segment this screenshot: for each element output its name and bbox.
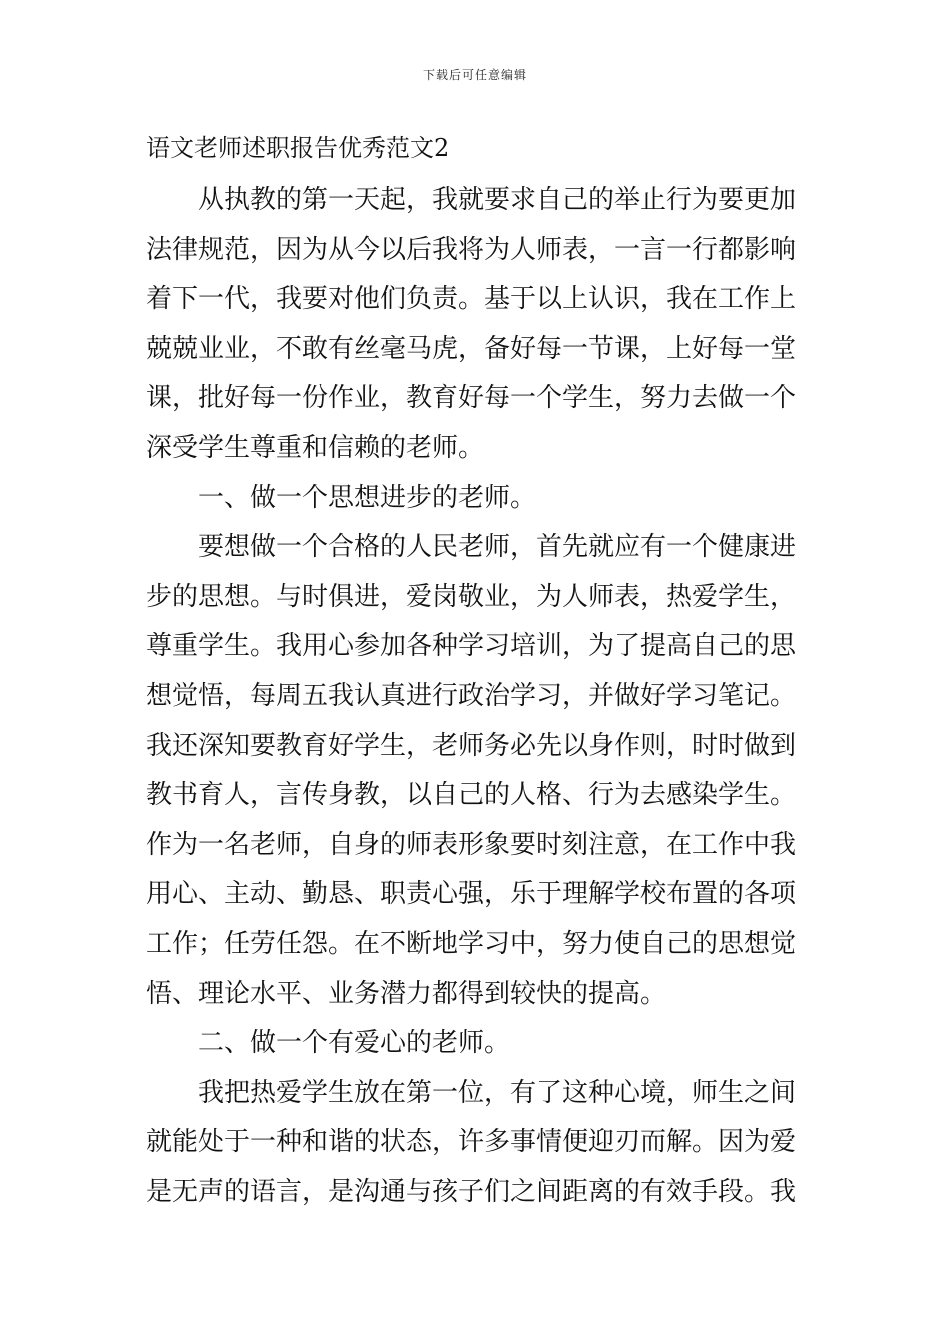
- text-line: 教书育人，言传身教，以自己的人格、行为去感染学生。: [146, 780, 797, 811]
- text-line: 兢兢业业，不敢有丝毫马虎，备好每一节课，上好每一堂: [146, 333, 797, 364]
- text-line: 是无声的语言，是沟通与孩子们之间距离的有效手段。我: [146, 1176, 797, 1207]
- document-title: 语文老师述职报告优秀范文2: [146, 134, 450, 162]
- text-line: 我还深知要教育好学生，老师务必先以身作则，时时做到: [146, 730, 797, 761]
- text-line: 用心、主动、勤恳、职责心强，乐于理解学校布置的各项: [146, 879, 797, 910]
- text-line: 作为一名老师，自身的师表形象要时刻注意，在工作中我: [146, 829, 797, 860]
- text-line: 我把热爱学生放在第一位，有了这种心境，师生之间: [198, 1077, 797, 1108]
- text-line: 步的思想。与时俱进，爱岗敬业，为人师表，热爱学生，: [146, 581, 797, 612]
- text-line: 尊重学生。我用心参加各种学习培训，为了提高自己的思: [146, 631, 797, 662]
- text-line: 着下一代，我要对他们负责。基于以上认识，我在工作上: [146, 284, 797, 315]
- text-line: 就能处于一种和谐的状态，许多事情便迎刃而解。因为爱: [146, 1127, 797, 1158]
- text-line: 工作；任劳任怨。在不断地学习中，努力使自己的思想觉: [146, 928, 797, 959]
- header-note: 下载后可任意编辑: [422, 68, 527, 82]
- text-line: 从执教的第一天起，我就要求自己的举止行为要更加: [198, 185, 797, 215]
- document-body: [146, 130, 806, 1217]
- text-line: 想觉悟，每周五我认真进行政治学习，并做好学习笔记。: [146, 680, 797, 711]
- text-line: 要想做一个合格的人民老师，首先就应有一个健康进: [198, 532, 797, 563]
- text-line: 悟、理论水平、业务潜力都得到较快的提高。: [146, 978, 667, 1009]
- text-line: 一、做一个思想进步的老师。: [198, 482, 537, 513]
- text-line: 二、做一个有爱心的老师。: [198, 1028, 511, 1059]
- text-line: 课，批好每一份作业，教育好每一个学生，努力去做一个: [146, 383, 797, 414]
- body-text: [146, 176, 806, 1217]
- text-line: 法律规范，因为从今以后我将为人师表，一言一行都影响: [146, 234, 797, 265]
- text-line: 深受学生尊重和信赖的老师。: [146, 432, 485, 463]
